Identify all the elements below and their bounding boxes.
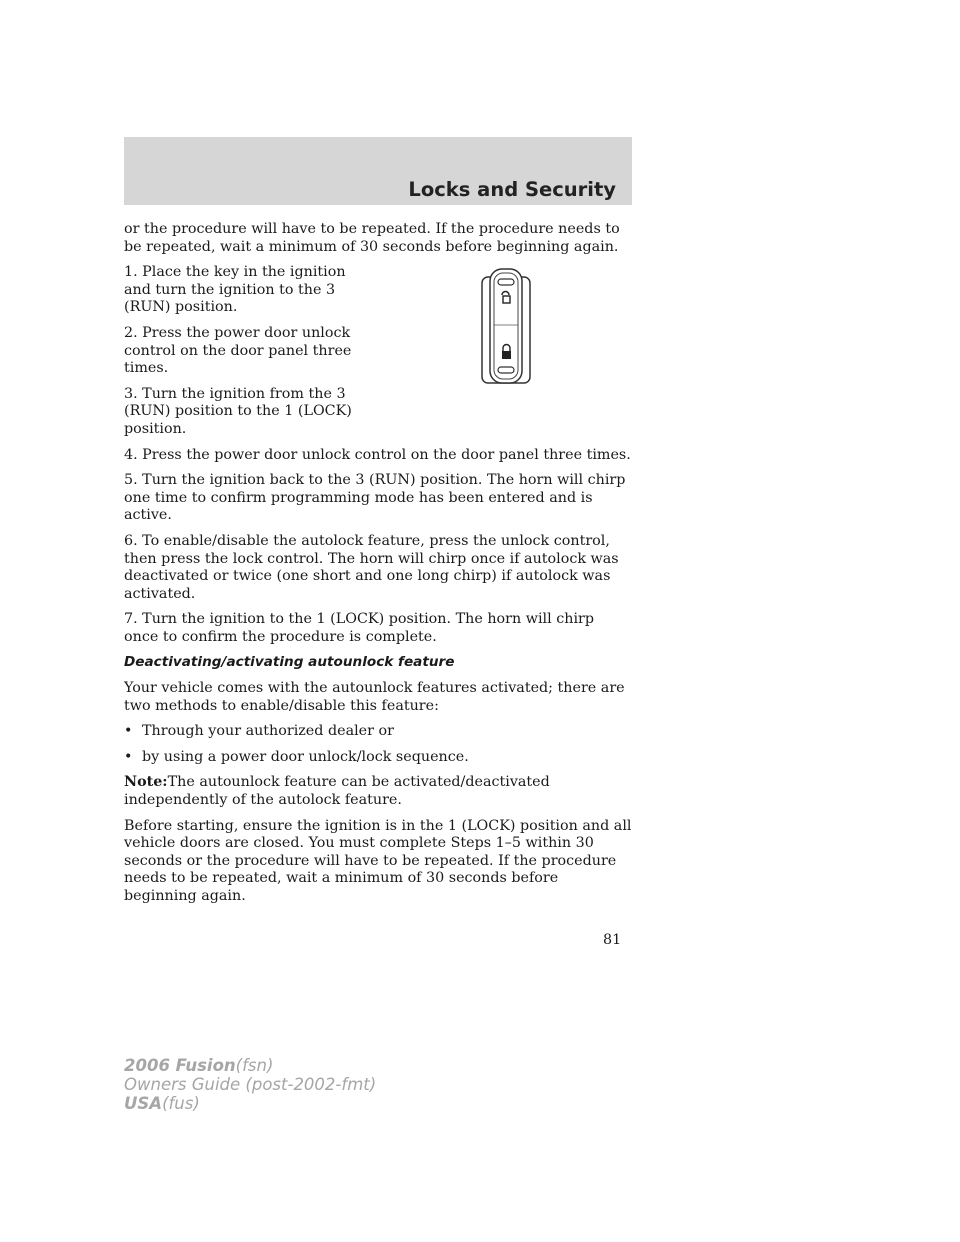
bullet-text: Through your authorized dealer or — [142, 723, 394, 740]
document-footer — [124, 1056, 376, 1113]
bullet-mark: • — [124, 748, 133, 765]
step-5: 5. Turn the ignition back to the 3 (RUN) position. The horn will chirp one time to confirm programming mode has been entered and is active. — [124, 472, 626, 524]
footer-line-3 — [124, 1094, 376, 1113]
note-label: Note: — [124, 774, 168, 791]
page-content — [124, 221, 632, 914]
autounlock-subheading: Deactivating/activating autounlock feature — [124, 654, 455, 671]
section-title: Locks and Security — [408, 178, 616, 201]
note-paragraph — [124, 774, 632, 809]
footer-line-1 — [124, 1056, 376, 1075]
bullet-text: by using a power door unlock/lock sequence. — [142, 748, 469, 765]
intro-paragraph: or the procedure will have to be repeated. If the procedure needs to be repeated, wait a minimum of 30 seconds before beginning again. — [124, 221, 620, 255]
section-header-band — [124, 137, 632, 205]
page-number: 81 — [603, 932, 622, 948]
step-6: 6. To enable/disable the autolock feature, press the unlock control, then press the lock control. The horn will chirp once if autolock was deactivated or twice (one short and one long chirp) if autolock was activated. — [124, 532, 619, 602]
bullet-mark: • — [124, 723, 133, 740]
footer-market-code: (fus) — [162, 1094, 200, 1113]
before-starting-paragraph: Before starting, ensure the ignition is in the 1 (LOCK) position and all vehicle doors are closed. You must complete Steps 1–5 within 30 seconds or the procedure will have to be repeated. If the procedure needs to be repeated, wait a minimum of 30 seconds before beginning again. — [124, 817, 632, 904]
footer-model: 2006 Fusion — [124, 1056, 236, 1075]
bullet-item — [124, 723, 632, 741]
step-1: 1. Place the key in the ignition and turn the ignition to the 3 (RUN) position. — [124, 264, 346, 316]
bullet-item — [124, 749, 632, 767]
step-7: 7. Turn the ignition to the 1 (LOCK) position. The horn will chirp once to confirm the procedure is complete. — [124, 611, 595, 645]
footer-model-code: (fsn) — [235, 1056, 274, 1075]
step-2: 2. Press the power door unlock control on the door panel three times. — [124, 324, 352, 377]
footer-market: USA — [124, 1094, 163, 1113]
step-3: 3. Turn the ignition from the 3 (RUN) position to the 1 (LOCK) position. — [124, 385, 352, 437]
power-door-lock-switch-icon — [478, 267, 534, 385]
footer-line-2: Owners Guide (post-2002-fmt) — [124, 1075, 377, 1094]
autounlock-intro: Your vehicle comes with the autounlock features activated; there are two methods to enable/disable this feature: — [124, 680, 625, 714]
note-text: The autounlock feature can be activated/deactivated independently of the autolock feature. — [124, 774, 550, 809]
step-4: 4. Press the power door unlock control on the door panel three times. — [124, 446, 631, 463]
